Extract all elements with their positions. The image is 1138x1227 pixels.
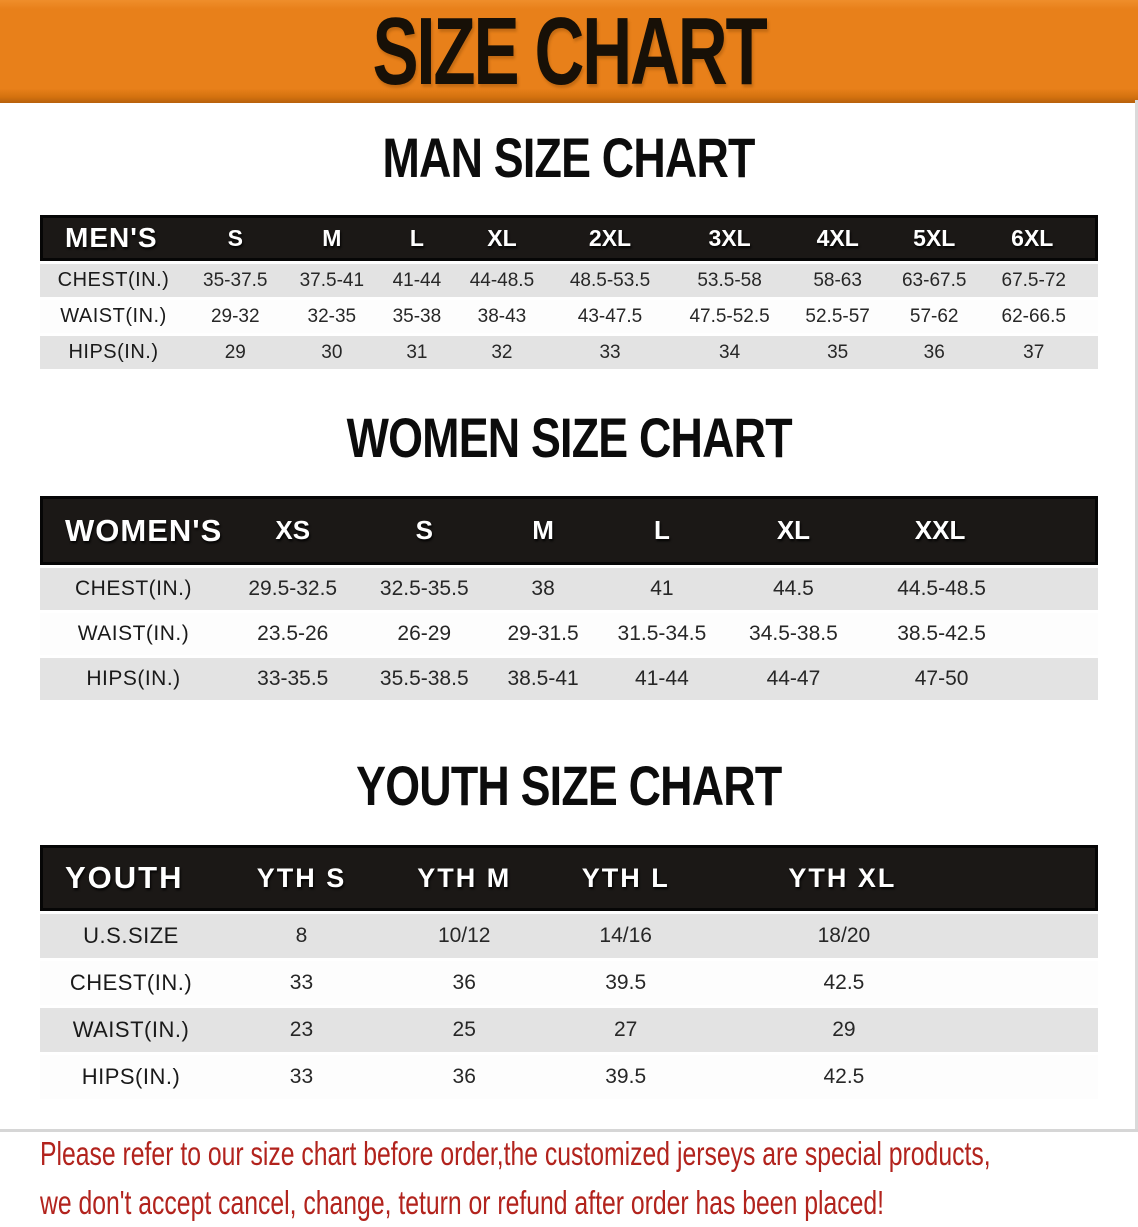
row-label: CHEST(IN.) (40, 568, 227, 610)
size-column-header: YTH L (548, 845, 704, 911)
youth-header-label: YOUTH (40, 845, 222, 911)
table-row (40, 568, 1098, 610)
men-header-label: MEN'S (40, 215, 187, 261)
row-label: HIPS(IN.) (40, 1055, 222, 1099)
table-row (40, 914, 1098, 958)
women-header-label: WOMEN'S (40, 496, 227, 565)
size-value-cell: 18/20 (704, 914, 1098, 958)
disclaimer-line-1: Please refer to our size chart before order,the customized jerseys are special products, (40, 1135, 991, 1172)
women-header-row (40, 496, 1098, 565)
size-column-header: 3XL (670, 215, 790, 261)
size-value-cell: 44-47 (728, 658, 860, 700)
size-value-cell: 34 (670, 336, 790, 369)
size-value-cell: 31 (380, 336, 454, 369)
table-row (40, 1055, 1098, 1099)
row-label: WAIST(IN.) (40, 300, 187, 333)
men-header-row (40, 215, 1098, 261)
size-column-header: S (187, 215, 284, 261)
size-value-cell: 38-43 (454, 300, 551, 333)
size-value-cell: 23.5-26 (227, 613, 359, 655)
size-chart-banner (0, 0, 1138, 103)
size-column-header: 5XL (886, 215, 983, 261)
size-value-cell: 44.5 (728, 568, 860, 610)
size-value-cell: 33 (222, 961, 381, 1005)
men-chart-title-text: MAN SIZE CHART (382, 126, 756, 189)
women-size-section (0, 406, 1138, 703)
size-value-cell: 48.5-53.5 (550, 264, 670, 297)
size-value-cell: 53.5-58 (670, 264, 790, 297)
size-value-cell: 43-47.5 (550, 300, 670, 333)
men-size-section (0, 126, 1138, 372)
size-column-header: XL (454, 215, 551, 261)
size-chart-sections (0, 126, 1138, 1102)
size-column-header: YTH XL (704, 845, 1098, 911)
size-value-cell: 42.5 (704, 961, 1098, 1005)
row-label: CHEST(IN.) (40, 961, 222, 1005)
table-row (40, 336, 1098, 369)
row-label: HIPS(IN.) (40, 658, 227, 700)
size-value-cell: 35 (789, 336, 886, 369)
row-label: CHEST(IN.) (40, 264, 187, 297)
women-chart-title-text: WOMEN SIZE CHART (346, 406, 792, 469)
size-value-cell: 8 (222, 914, 381, 958)
size-value-cell: 29-32 (187, 300, 284, 333)
size-column-header: 2XL (550, 215, 670, 261)
size-value-cell: 27 (548, 1008, 704, 1052)
row-label: HIPS(IN.) (40, 336, 187, 369)
size-value-cell: 37 (983, 336, 1099, 369)
size-column-header: L (596, 496, 728, 565)
table-row (40, 264, 1098, 297)
size-column-header: YTH M (381, 845, 548, 911)
size-value-cell: 30 (284, 336, 381, 369)
size-column-header: S (359, 496, 491, 565)
youth-chart-title (0, 754, 1138, 817)
size-value-cell: 36 (886, 336, 983, 369)
size-value-cell: 36 (381, 1055, 548, 1099)
size-column-header: 6XL (983, 215, 1099, 261)
size-value-cell: 38 (490, 568, 596, 610)
size-column-header: L (380, 215, 454, 261)
women-chart-title (0, 406, 1138, 469)
size-value-cell: 23 (222, 1008, 381, 1052)
row-label: WAIST(IN.) (40, 613, 227, 655)
size-value-cell: 47-50 (859, 658, 1098, 700)
size-value-cell: 10/12 (381, 914, 548, 958)
size-value-cell: 41-44 (596, 658, 728, 700)
size-value-cell: 35-38 (380, 300, 454, 333)
size-value-cell: 31.5-34.5 (596, 613, 728, 655)
banner-title: SIZE CHART (372, 0, 766, 105)
size-value-cell: 58-63 (789, 264, 886, 297)
size-value-cell: 39.5 (548, 1055, 704, 1099)
table-row (40, 300, 1098, 333)
size-value-cell: 52.5-57 (789, 300, 886, 333)
size-value-cell: 29.5-32.5 (227, 568, 359, 610)
size-column-header: M (284, 215, 381, 261)
youth-size-section (0, 754, 1138, 1102)
size-column-header: YTH S (222, 845, 381, 911)
size-value-cell: 42.5 (704, 1055, 1098, 1099)
size-value-cell: 29 (704, 1008, 1098, 1052)
size-value-cell: 34.5-38.5 (728, 613, 860, 655)
size-value-cell: 35-37.5 (187, 264, 284, 297)
size-column-header: XXL (859, 496, 1098, 565)
men-chart-title (0, 126, 1138, 189)
size-value-cell: 32-35 (284, 300, 381, 333)
size-value-cell: 37.5-41 (284, 264, 381, 297)
size-column-header: XL (728, 496, 860, 565)
size-value-cell: 67.5-72 (983, 264, 1099, 297)
size-value-cell: 38.5-42.5 (859, 613, 1098, 655)
size-value-cell: 57-62 (886, 300, 983, 333)
size-value-cell: 36 (381, 961, 548, 1005)
table-row (40, 1008, 1098, 1052)
youth-chart-title-text: YOUTH SIZE CHART (356, 754, 782, 817)
youth-size-table (40, 842, 1098, 1102)
size-value-cell: 44.5-48.5 (859, 568, 1098, 610)
size-value-cell: 62-66.5 (983, 300, 1099, 333)
women-size-table (40, 493, 1098, 703)
table-row (40, 613, 1098, 655)
size-value-cell: 25 (381, 1008, 548, 1052)
size-column-header: XS (227, 496, 359, 565)
size-value-cell: 32 (454, 336, 551, 369)
disclaimer-line-2: we don't accept cancel, change, teturn or refund after order has been placed! (40, 1184, 885, 1221)
size-value-cell: 41 (596, 568, 728, 610)
size-value-cell: 14/16 (548, 914, 704, 958)
size-value-cell: 29-31.5 (490, 613, 596, 655)
size-value-cell: 44-48.5 (454, 264, 551, 297)
row-label: WAIST(IN.) (40, 1008, 222, 1052)
size-value-cell: 38.5-41 (490, 658, 596, 700)
size-value-cell: 35.5-38.5 (359, 658, 491, 700)
size-value-cell: 47.5-52.5 (670, 300, 790, 333)
size-column-header: M (490, 496, 596, 565)
size-value-cell: 26-29 (359, 613, 491, 655)
size-value-cell: 39.5 (548, 961, 704, 1005)
size-value-cell: 33 (222, 1055, 381, 1099)
table-row (40, 961, 1098, 1005)
size-value-cell: 32.5-35.5 (359, 568, 491, 610)
size-value-cell: 63-67.5 (886, 264, 983, 297)
youth-header-row (40, 845, 1098, 911)
table-row (40, 658, 1098, 700)
size-value-cell: 33-35.5 (227, 658, 359, 700)
men-size-table (40, 212, 1098, 372)
disclaimer (0, 1129, 1138, 1227)
size-column-header: 4XL (789, 215, 886, 261)
size-value-cell: 41-44 (380, 264, 454, 297)
row-label: U.S.SIZE (40, 914, 222, 958)
size-value-cell: 33 (550, 336, 670, 369)
size-value-cell: 29 (187, 336, 284, 369)
